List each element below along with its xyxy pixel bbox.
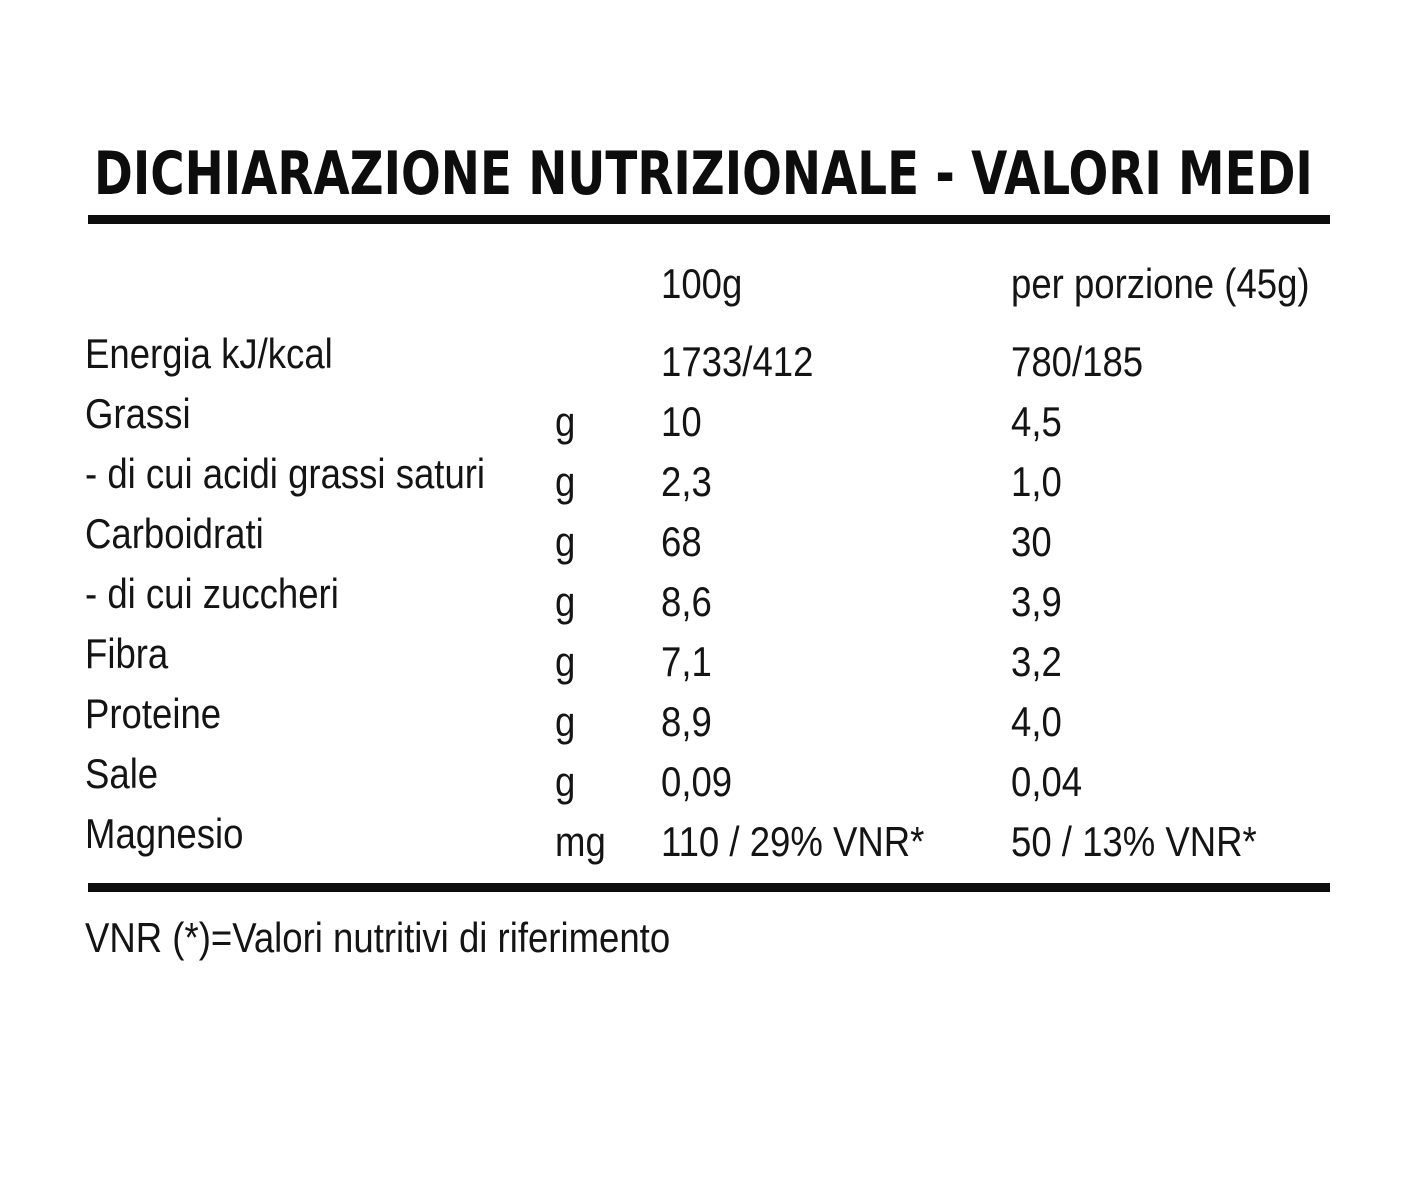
row-value-portion: 4,0 bbox=[1011, 698, 1062, 745]
row-label: Carboidrati bbox=[85, 510, 264, 557]
vnr-footnote-text: VNR (*)=Valori nutritivi di riferimento bbox=[85, 914, 671, 961]
row-value-portion: 30 bbox=[1011, 518, 1052, 565]
row-value-portion: 780/185 bbox=[1011, 338, 1144, 385]
header-spacer-label bbox=[85, 262, 555, 332]
row-label: - di cui acidi grassi saturi bbox=[85, 450, 486, 497]
row-label: Magnesio bbox=[85, 810, 244, 857]
row-value-portion: 3,9 bbox=[1011, 578, 1062, 625]
row-value-100g: 8,6 bbox=[661, 578, 712, 625]
row-unit: g bbox=[555, 638, 576, 685]
row-unit: g bbox=[555, 758, 576, 805]
row-value-portion: 4,5 bbox=[1011, 398, 1062, 445]
nutrition-table bbox=[85, 262, 1330, 872]
row-value-100g: 0,09 bbox=[661, 758, 733, 805]
column-header-100g bbox=[661, 262, 1011, 332]
row-value-100g: 110 / 29% VNR* bbox=[661, 818, 925, 865]
row-unit: g bbox=[555, 398, 576, 445]
row-label: Sale bbox=[85, 750, 159, 797]
row-value-100g: 2,3 bbox=[661, 458, 712, 505]
row-label: Fibra bbox=[85, 630, 169, 677]
vnr-footnote bbox=[85, 916, 758, 960]
row-value-100g: 68 bbox=[661, 518, 702, 565]
row-unit: g bbox=[555, 518, 576, 565]
row-value-portion: 50 / 13% VNR* bbox=[1011, 818, 1257, 865]
row-unit: g bbox=[555, 698, 576, 745]
row-unit: g bbox=[555, 578, 576, 625]
row-value-100g: 7,1 bbox=[661, 638, 712, 685]
row-value-portion: 0,04 bbox=[1011, 758, 1083, 805]
row-label: - di cui zuccheri bbox=[85, 570, 339, 617]
column-header-100g-text: 100g bbox=[661, 260, 743, 307]
row-value-portion: 3,2 bbox=[1011, 638, 1062, 685]
column-header-portion bbox=[1011, 262, 1354, 332]
row-unit: mg bbox=[555, 818, 606, 865]
row-value-100g: 8,9 bbox=[661, 698, 712, 745]
row-value-100g: 10 bbox=[661, 398, 702, 445]
row-unit: g bbox=[555, 458, 576, 505]
row-unit bbox=[555, 332, 661, 392]
row-label: Proteine bbox=[85, 690, 222, 737]
row-value-portion: 1,0 bbox=[1011, 458, 1062, 505]
column-header-portion-text: per porzione (45g) bbox=[1011, 260, 1310, 307]
row-value-100g: 1733/412 bbox=[661, 338, 814, 385]
page-title: DICHIARAZIONE NUTRIZIONALE - VALORI MEDI bbox=[94, 139, 1313, 209]
footer-divider-rule bbox=[88, 883, 1330, 892]
row-label: Energia kJ/kcal bbox=[85, 330, 333, 377]
row-label: Grassi bbox=[85, 390, 191, 437]
header-spacer-unit bbox=[555, 262, 661, 332]
title-divider-rule bbox=[88, 215, 1330, 224]
